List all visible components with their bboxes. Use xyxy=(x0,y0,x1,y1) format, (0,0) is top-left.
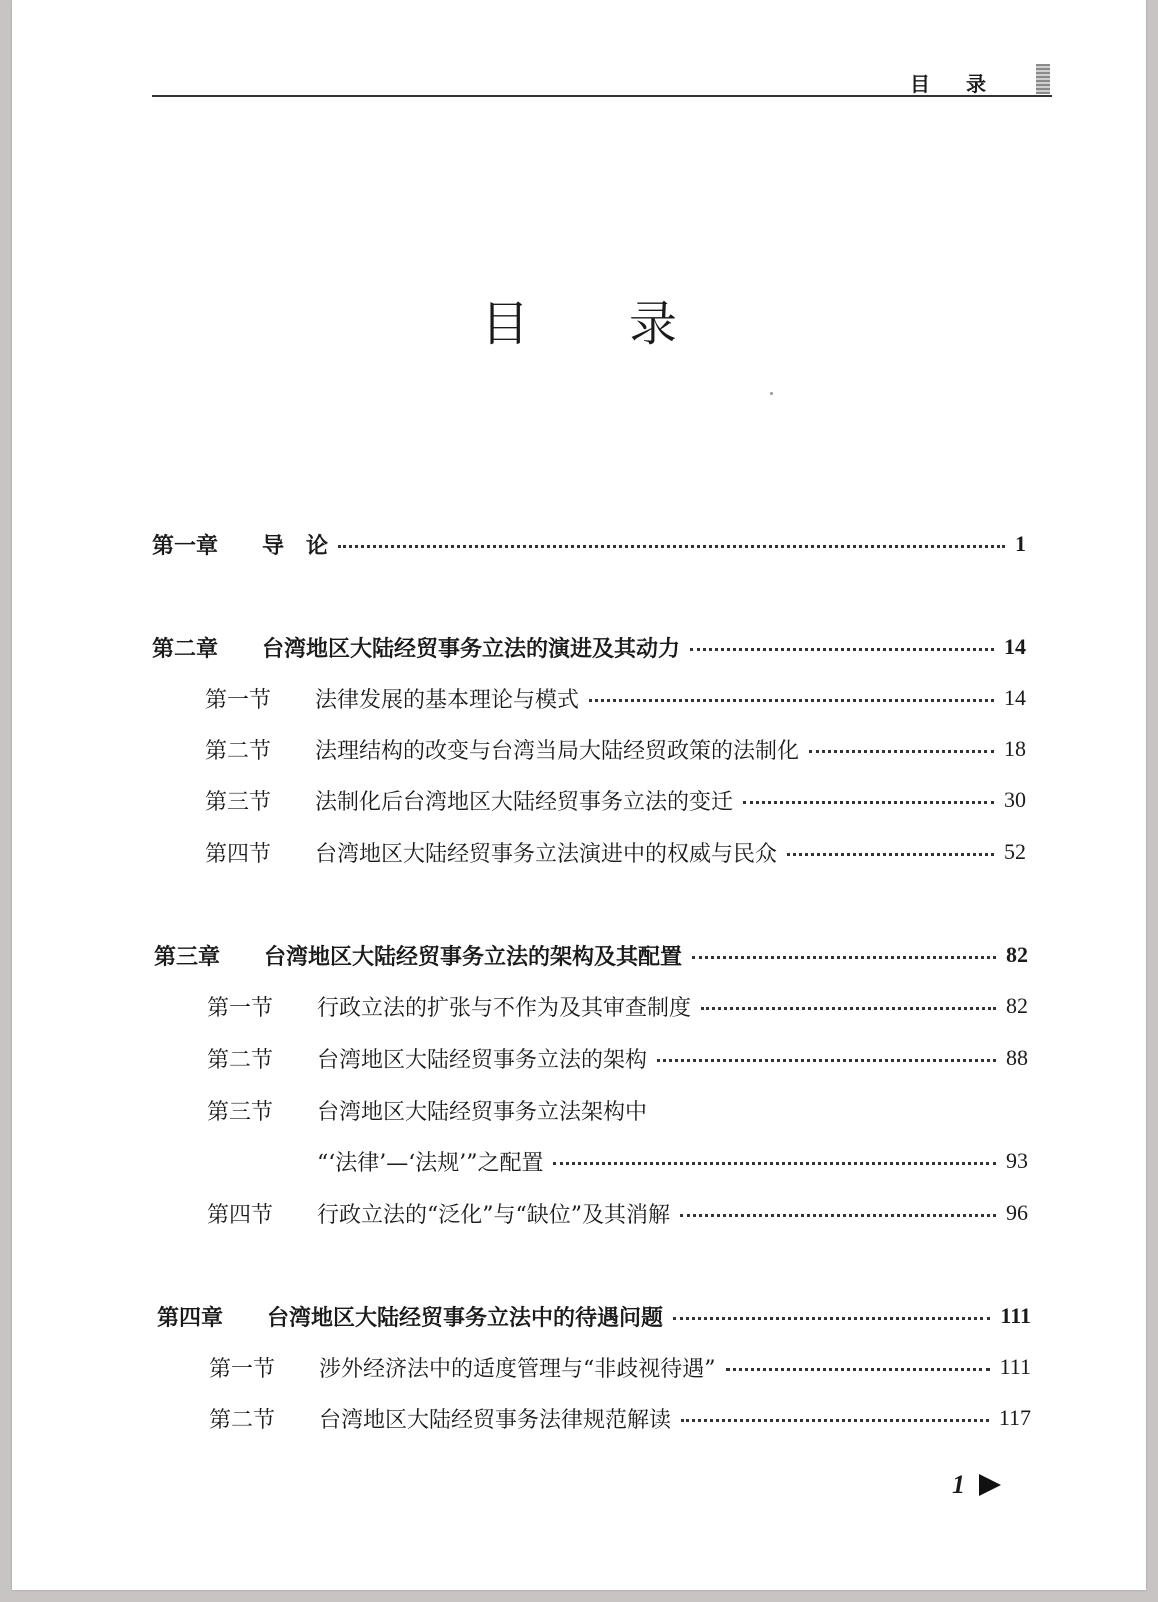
entry-page: 117 xyxy=(998,1405,1031,1430)
next-page-arrow-icon[interactable] xyxy=(979,1474,1001,1496)
entry-title: 法制化后台湾地区大陆经贸事务立法的变迁 xyxy=(315,789,734,815)
entry-title: 法理结构的改变与台湾当局大陆经贸政策的法制化 xyxy=(315,738,800,764)
entry-label: 第三章 xyxy=(154,943,221,970)
dot-leader xyxy=(787,853,994,856)
toc-entry-ch3-s3[interactable] xyxy=(207,1090,1028,1130)
entry-page: 82 xyxy=(1006,942,1028,967)
dot-leader xyxy=(673,1317,990,1320)
toc-entry-ch2[interactable] xyxy=(152,627,1026,667)
entry-title: 台湾地区大陆经贸事务法律规范解读 xyxy=(319,1407,672,1433)
entry-label: 第四章 xyxy=(157,1304,224,1331)
dot-leader xyxy=(680,1214,996,1217)
running-head xyxy=(152,68,1052,94)
entry-label: 第四节 xyxy=(207,1202,274,1228)
entry-title: 台湾地区大陆经贸事务立法的架构及其配置 xyxy=(264,943,683,970)
dot-leader xyxy=(690,648,994,651)
page-number: 1 xyxy=(952,1470,965,1499)
entry-title: 法律发展的基本理论与模式 xyxy=(315,687,580,713)
toc-entry-ch1[interactable] xyxy=(152,524,1026,564)
entry-label: 第四节 xyxy=(205,841,272,867)
entry-title: 台湾地区大陆经贸事务立法演进中的权威与民众 xyxy=(315,841,778,867)
toc-entry-ch4[interactable] xyxy=(157,1296,1031,1336)
entry-page: 96 xyxy=(1006,1200,1028,1225)
dot-leader xyxy=(553,1162,996,1165)
toc-entry-ch3[interactable] xyxy=(154,935,1028,975)
entry-page: 93 xyxy=(1006,1148,1028,1173)
dot-leader xyxy=(809,750,994,753)
entry-title: 台湾地区大陆经贸事务立法的演进及其动力 xyxy=(262,635,681,662)
entry-page: 14 xyxy=(1004,685,1026,710)
entry-title-continued: “‘法律’—‘法规’”之配置 xyxy=(317,1150,544,1176)
entry-label: 第二节 xyxy=(205,738,272,764)
dot-leader xyxy=(726,1368,990,1371)
header-rule xyxy=(152,95,1052,97)
entry-title: 涉外经济法中的适度管理与“非歧视待遇” xyxy=(319,1356,716,1382)
page-footer xyxy=(952,1470,1001,1500)
dot-leader xyxy=(701,1007,996,1010)
entry-page: 14 xyxy=(1004,634,1026,659)
entry-title: 台湾地区大陆经贸事务立法中的待遇问题 xyxy=(267,1304,664,1331)
dot-leader xyxy=(338,545,1005,548)
entry-title: 台湾地区大陆经贸事务立法的架构 xyxy=(317,1047,648,1073)
entry-label: 第二章 xyxy=(152,635,219,662)
dot-leader xyxy=(692,956,996,959)
entry-page: 18 xyxy=(1004,736,1026,761)
entry-page: 30 xyxy=(1004,787,1026,812)
entry-page: 82 xyxy=(1006,993,1028,1018)
dot-leader xyxy=(657,1059,996,1062)
entry-title: 台湾地区大陆经贸事务立法架构中 xyxy=(317,1099,648,1125)
toc-title: 目录 xyxy=(480,296,777,352)
entry-page: 88 xyxy=(1006,1045,1028,1070)
running-head-text: 目录 xyxy=(910,72,1022,96)
entry-page: 111 xyxy=(1000,1303,1031,1328)
entry-page: 1 xyxy=(1015,531,1026,556)
toc-entry-ch4-s2[interactable] xyxy=(209,1398,1031,1438)
entry-label: 第三节 xyxy=(205,789,272,815)
toc-entry-ch2-s3[interactable] xyxy=(205,780,1026,820)
scan-speck xyxy=(770,392,773,395)
toc-entry-ch4-s1[interactable] xyxy=(209,1347,1031,1387)
toc-entry-ch2-s1[interactable] xyxy=(205,678,1026,718)
page-corner-mark xyxy=(1036,64,1050,94)
entry-page: 52 xyxy=(1004,839,1026,864)
toc-entry-ch3-s3-continued[interactable] xyxy=(317,1141,1028,1181)
toc-entry-ch2-s4[interactable] xyxy=(205,832,1026,872)
entry-label: 第一节 xyxy=(209,1356,276,1382)
toc-entry-ch3-s2[interactable] xyxy=(207,1038,1028,1078)
dot-leader xyxy=(743,801,994,804)
dot-leader xyxy=(681,1419,989,1422)
document-page xyxy=(12,0,1146,1590)
toc-entry-ch3-s1[interactable] xyxy=(207,986,1028,1026)
toc-entry-ch3-s4[interactable] xyxy=(207,1193,1028,1233)
entry-title: 导 论 xyxy=(262,532,329,559)
toc-entry-ch2-s2[interactable] xyxy=(205,729,1026,769)
entry-label: 第二节 xyxy=(207,1047,274,1073)
entry-label: 第一节 xyxy=(205,687,272,713)
entry-label: 第三节 xyxy=(207,1099,274,1125)
entry-label: 第二节 xyxy=(209,1407,276,1433)
entry-title: 行政立法的“泛化”与“缺位”及其消解 xyxy=(317,1202,670,1228)
dot-leader xyxy=(589,699,994,702)
entry-page: 111 xyxy=(999,1354,1031,1379)
entry-label: 第一章 xyxy=(152,532,219,559)
entry-label: 第一节 xyxy=(207,995,274,1021)
entry-title: 行政立法的扩张与不作为及其审查制度 xyxy=(317,995,692,1021)
